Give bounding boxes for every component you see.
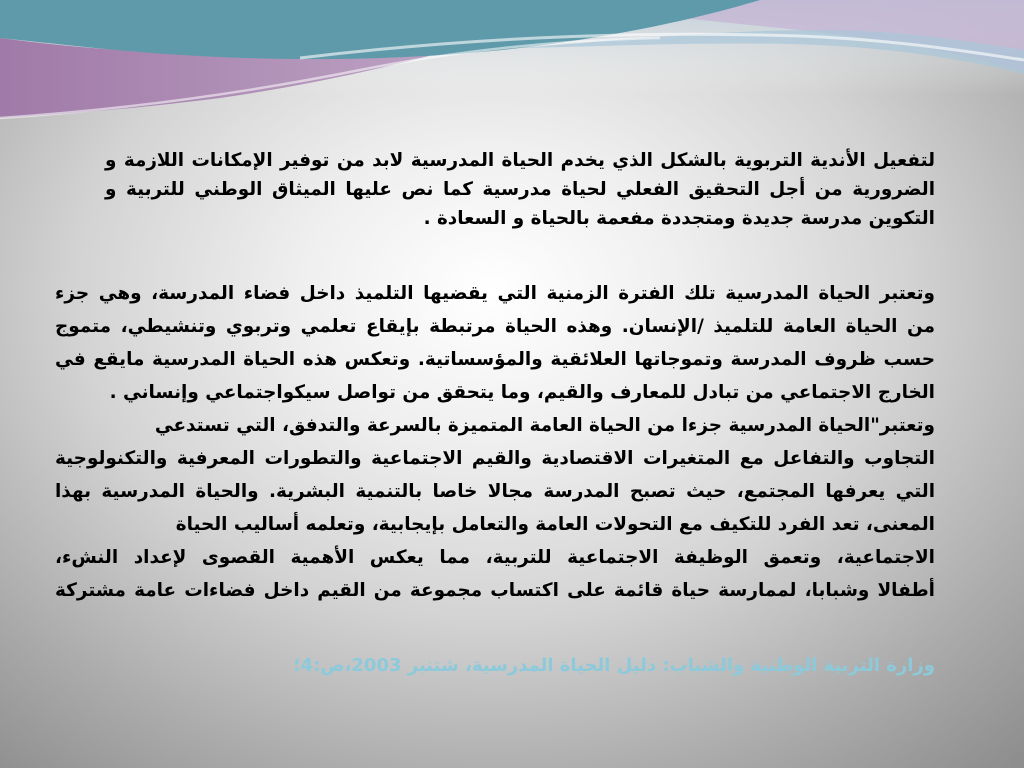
body-paragraph-line: الخارج الاجتماعي من تبادل للمعارف والقيم، وما يتحقق من تواصل سيكواجتماعي وإنساني . xyxy=(109,382,935,403)
source-citation-text: وزارة التربية الوطنية والشباب: دليل الحياة المدرسية، شتنبر 2003،ص:4؛ xyxy=(293,655,935,676)
body-paragraph-line: التي يعرفها المجتمع، حيث تصبح المدرسة مجالا خاصا بالتنمية البشرية. والحياة المدرسية بهذا xyxy=(55,481,935,502)
intro-paragraph xyxy=(105,146,935,233)
body-paragraph-line: المعنى، تعد الفرد للتكيف مع التحولات العامة والتعامل بإيجابية، وتعلمه أساليب الحياة xyxy=(175,514,935,535)
body-paragraph xyxy=(55,277,935,607)
top-wave-decoration xyxy=(0,0,1024,140)
body-paragraph-line: التجاوب والتفاعل مع المتغيرات الاقتصادية والقيم الاجتماعية والتطورات المعرفية والتكنولوجية xyxy=(55,448,935,469)
body-paragraph-line: من الحياة العامة للتلميذ /الإنسان. وهذه الحياة مرتبطة بإيقاع تعلمي وتربوي وتنشيطي، متموج xyxy=(55,316,935,337)
body-paragraph-line: حسب ظروف المدرسة وتموجاتها العلائقية والمؤسساتية. وتعكس هذه الحياة المدرسية مايقع في xyxy=(55,349,935,370)
body-paragraph-line: وتعتبر"الحياة المدرسية جزءا من الحياة العامة المتميزة بالسرعة والتدفق، التي تستدعي xyxy=(154,415,935,436)
source-citation xyxy=(55,652,935,680)
body-paragraph-line: وتعتبر الحياة المدرسية تلك الفترة الزمنية التي يقضيها التلميذ داخل فضاء المدرسة، وهي جزء xyxy=(55,283,935,304)
intro-paragraph-line: التكوين مدرسة جديدة ومتجددة مفعمة بالحياة و السعادة . xyxy=(423,208,935,229)
body-paragraph-line: أطفالا وشبابا، لممارسة حياة قائمة على اكتساب مجموعة من القيم داخل فضاءات عامة مشتركة xyxy=(55,580,935,601)
intro-paragraph-line: الضرورية من أجل التحقيق الفعلي لحياة مدرسية كما نص عليها الميثاق الوطني للتربية و xyxy=(105,179,935,200)
intro-paragraph-line: لتفعيل الأندية التربوية بالشكل الذي يخدم الحياة المدرسية لابد من توفير الإمكانات اللازمة و xyxy=(105,150,935,171)
body-paragraph-line: الاجتماعية، وتعمق الوظيفة الاجتماعية للتربية، مما يعكس الأهمية القصوى لإعداد النشء، xyxy=(55,547,935,568)
